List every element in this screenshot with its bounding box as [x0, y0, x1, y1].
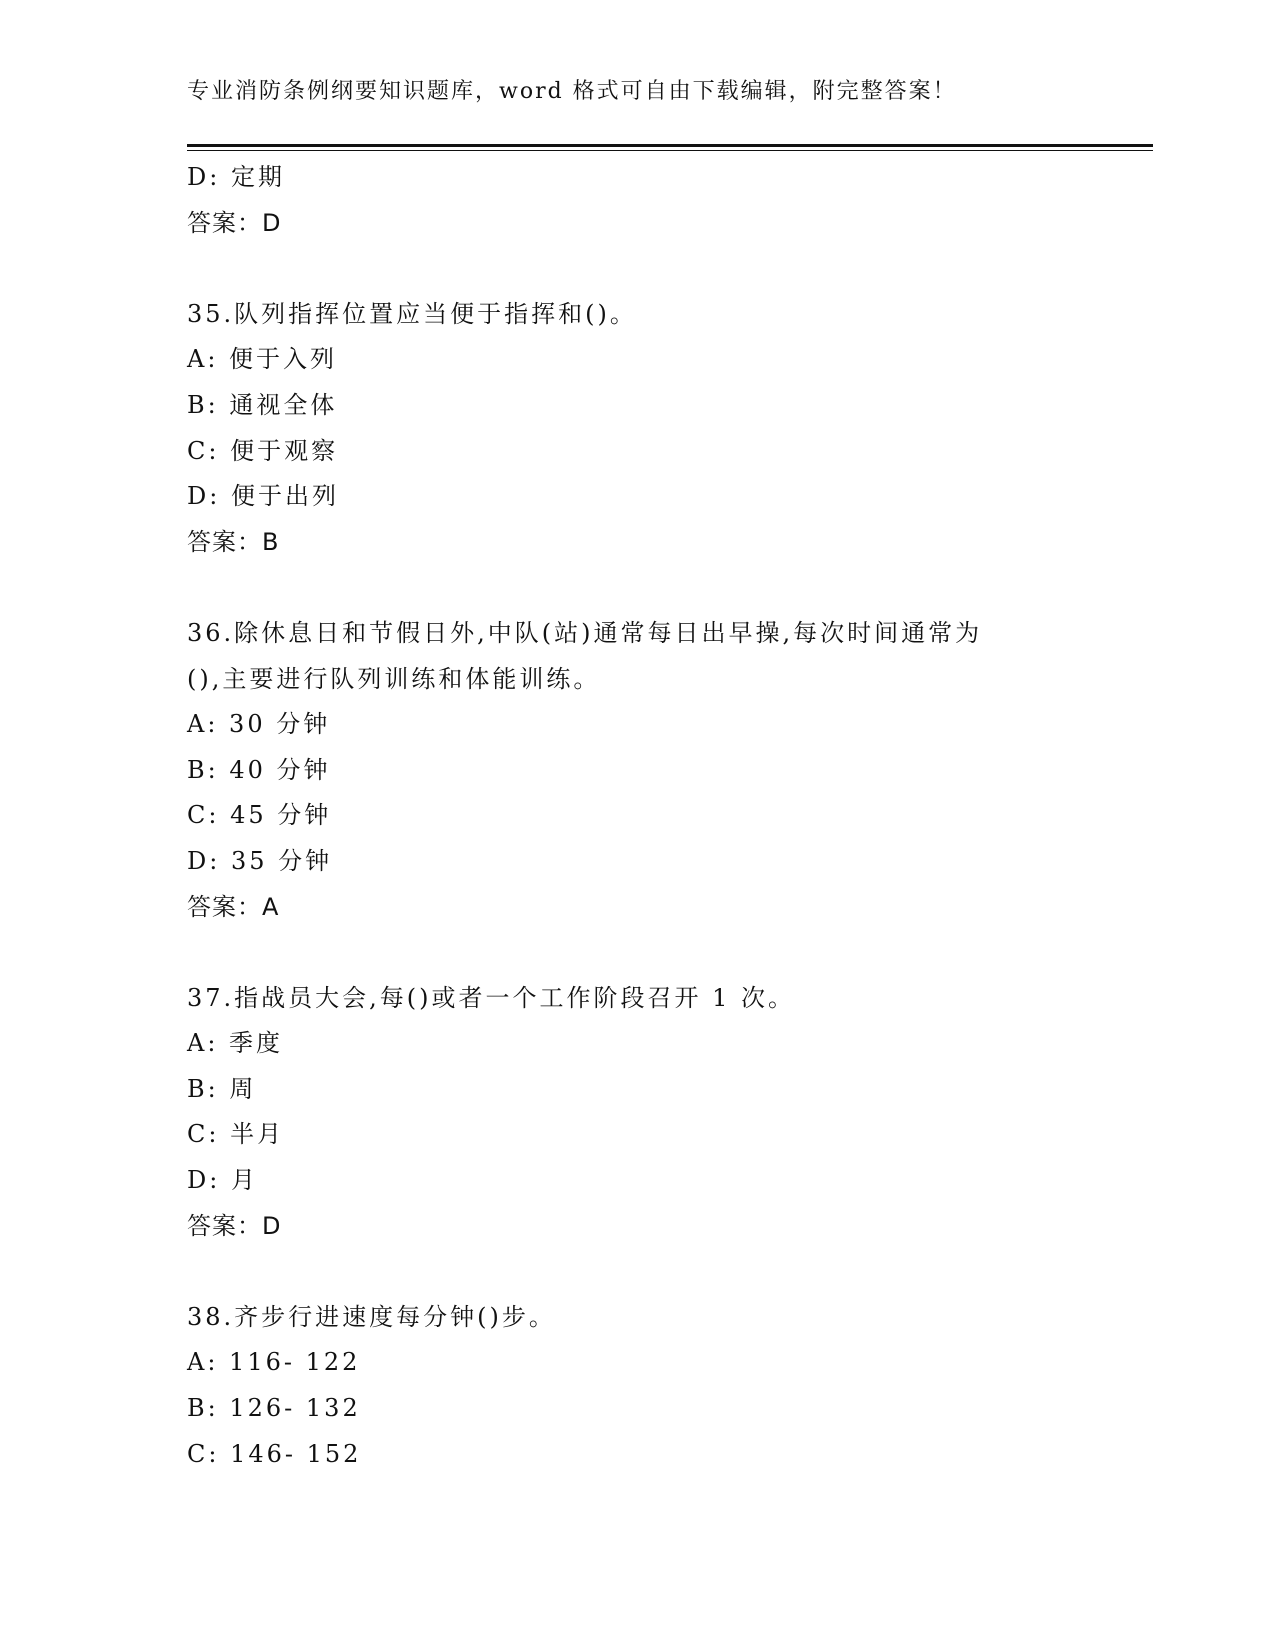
header-rule-thin — [187, 150, 1153, 151]
prev-answer: 答案：D — [187, 208, 282, 237]
option-c: C: 146- 152 — [187, 1439, 362, 1468]
question-stem: 37.指战员大会,每()或者一个工作阶段召开 1 次。 — [187, 983, 796, 1012]
header-rule-thick — [187, 144, 1153, 147]
question-stem: 38.齐步行进速度每分钟()步。 — [187, 1302, 556, 1331]
option-d: D: 便于出列 — [187, 482, 339, 511]
answer: 答案：A — [187, 892, 280, 921]
option-d: D: 35 分钟 — [187, 846, 333, 875]
spacer — [187, 565, 1153, 611]
question-stem: 36.除休息日和节假日外,中队(站)通常每日出早操,每次时间通常为 — [187, 618, 983, 647]
question-37 — [187, 976, 1153, 1250]
option-c: C: 半月 — [187, 1120, 285, 1149]
option-c: C: 便于观察 — [187, 436, 339, 465]
option-b: B: 40 分钟 — [187, 755, 331, 784]
question-stem: 35.队列指挥位置应当便于指挥和()。 — [187, 299, 637, 328]
question-list — [187, 155, 1153, 1477]
page-header: 专业消防条例纲要知识题库，word 格式可自由下载编辑，附完整答案！ — [187, 79, 957, 104]
option-d: D: 月 — [187, 1166, 258, 1195]
option-b: B: 周 — [187, 1074, 257, 1103]
question-36 — [187, 611, 1153, 930]
option-b: B: 通视全体 — [187, 390, 338, 419]
option-a: A: 116- 122 — [187, 1348, 361, 1377]
answer: 答案：B — [187, 527, 280, 556]
question-38 — [187, 1295, 1153, 1477]
question-35 — [187, 292, 1153, 566]
spacer — [187, 246, 1153, 292]
question-stem-continued: (),主要进行队列训练和体能训练。 — [187, 664, 601, 693]
option-c: C: 45 分钟 — [187, 801, 332, 830]
option-a: A: 30 分钟 — [187, 710, 331, 739]
option-a: A: 季度 — [187, 1029, 284, 1058]
option-a: A: 便于入列 — [187, 345, 338, 374]
spacer — [187, 1249, 1153, 1295]
prev-option-d: D: 定期 — [187, 163, 285, 191]
spacer — [187, 930, 1153, 976]
answer: 答案：D — [187, 1211, 282, 1240]
option-b: B: 126- 132 — [187, 1394, 361, 1423]
